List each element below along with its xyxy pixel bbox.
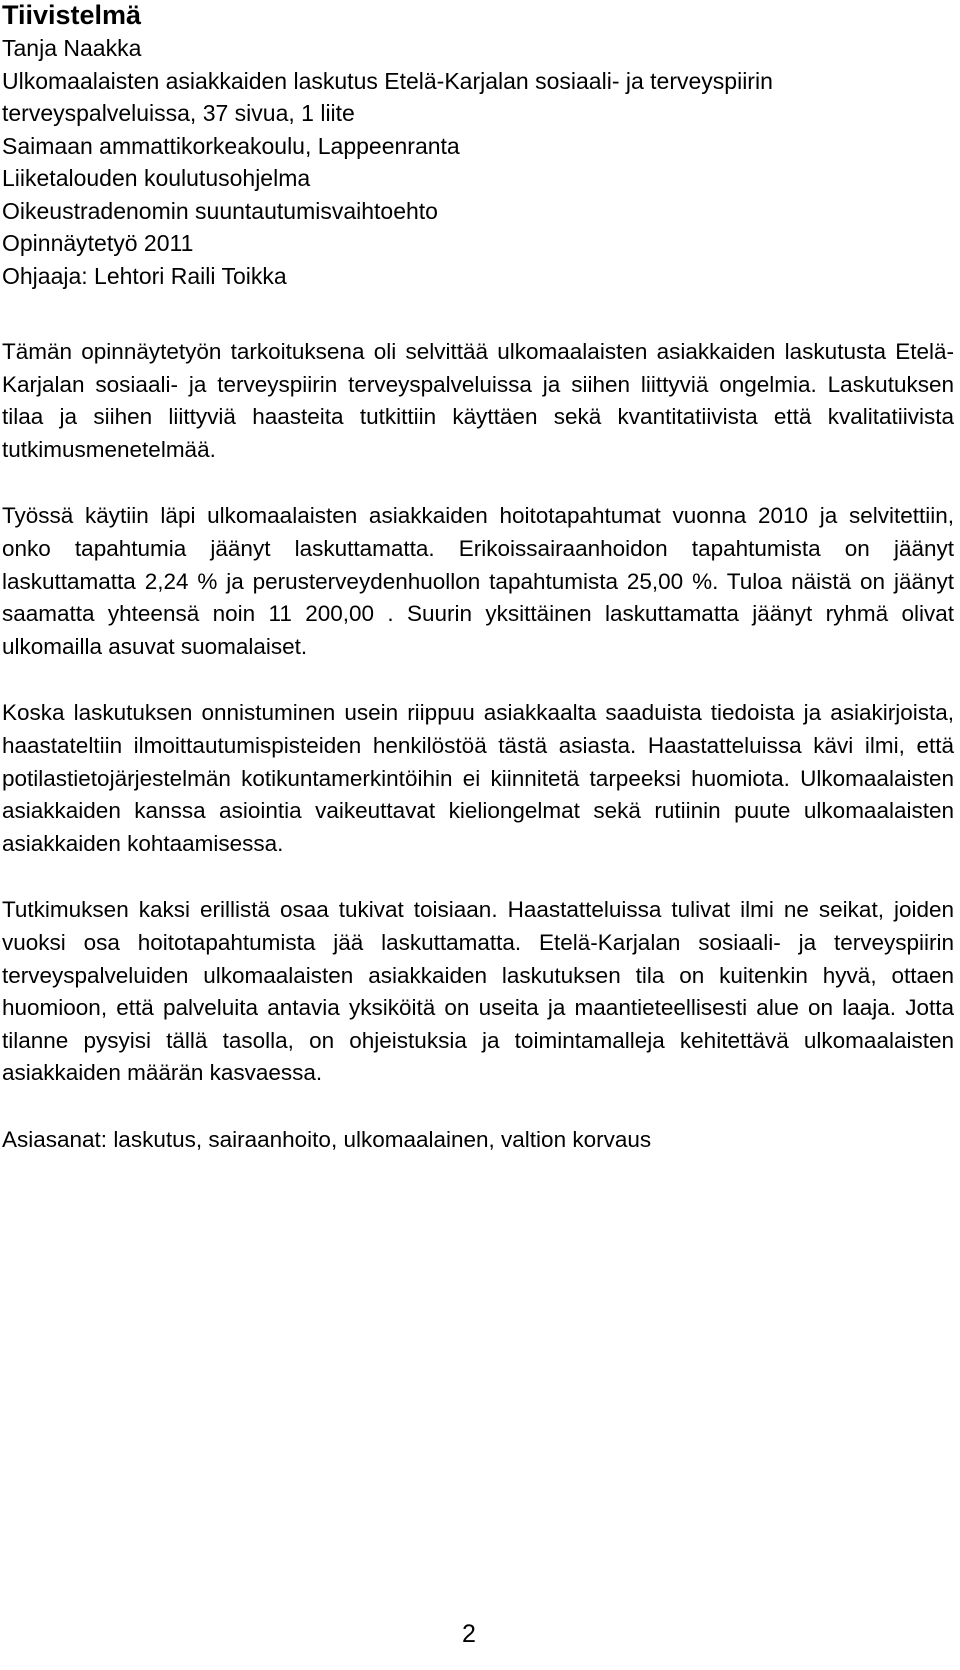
abstract-paragraph-4: Tutkimuksen kaksi erillistä osaa tukivat toisiaan. Haastatteluissa tulivat ilmi ne seikat, joiden vuoksi osa hoitotapahtumista jää laskuttamatta. Etelä-Karjalan sosiaali- ja terveyspiirin terveyspalveluiden ulkomaalaisten asiakkaiden laskutuksen tila on kuitenkin hyvä, ottaen huomioon, että palveluita antavia yksiköitä on useita ja maantieteellisesti alue on laaja. Jotta tilanne pysyisi tällä tasolla, on ohjeistuksia ja toimintamalleja kehitettävä ulkomaalaisten asiakkaiden määrän kasvaessa. — [2, 897, 954, 1086]
keywords: Asiasanat: laskutus, sairaanhoito, ulkomaalainen, valtion korvaus — [2, 1126, 652, 1152]
author-name: Tanja Naakka — [2, 35, 142, 61]
supervisor: Ohjaaja: Lehtori Raili Toikka — [2, 262, 287, 289]
abstract-body — [2, 336, 954, 1090]
thesis-title-line-1: Ulkomaalaisten asiakkaiden laskutus Etelä-Karjalan sosiaali- ja terveyspiirin — [2, 67, 773, 94]
abstract-content — [2, 0, 954, 1156]
page-number: 2 — [462, 1620, 476, 1648]
thesis-metadata — [2, 32, 954, 292]
thesis-title-line-2: terveyspalveluissa, 37 sivua, 1 liite — [2, 100, 355, 126]
abstract-paragraph-2: Työssä käytiin läpi ulkomaalaisten asiakkaiden hoitotapahtumat vuonna 2010 ja selvitettiin, onko tapahtumia jäänyt laskuttamatta. Erikoissairaanhoidon tapahtumista on jäänyt laskuttamatta 2,24 % ja perusterveydenhuollon tapahtumista 25,00 %. Tuloa näistä on jäänyt saamatta yhteensä noin 11 200,00 . Suurin yksittäinen laskuttamatta jäänyt ryhmä olivat ulkomailla asuvat suomalaiset. — [2, 503, 954, 659]
specialisation: Oikeustradenomin suuntautumisvaihtoehto — [2, 197, 438, 224]
degree-programme: Liiketalouden koulutusohjelma — [2, 165, 311, 191]
thesis-year: Opinnäytetyö 2011 — [2, 230, 194, 256]
page-title: Tiivistelmä — [2, 0, 142, 30]
institution: Saimaan ammattikorkeakoulu, Lappeenranta — [2, 132, 460, 159]
abstract-paragraph-3: Koska laskutuksen onnistuminen usein riippuu asiakkaalta saaduista tiedoista ja asiakirjoista, haastateltiin ilmoittautumispisteiden henkilöstöä tästä asiasta. Haastatteluissa kävi ilmi, että potilastietojärjestelmän kotikuntamerkintöihin ei kiinnitetä tarpeeksi huomiota. Ulkomaalaisten asiakkaiden kanssa asiointia vaikeuttavat kieliongelmat sekä rutiinin puute ulkomaalaisten asiakkaiden kohtaamisessa. — [2, 700, 954, 856]
abstract-paragraph-1: Tämän opinnäytetyön tarkoituksena oli selvittää ulkomaalaisten asiakkaiden laskutusta Etelä-Karjalan sosiaali- ja terveyspiirin terveyspalveluissa ja siihen liittyviä ongelmia. Laskutuksen tilaa ja siihen liittyviä haasteita tutkittiin käyttäen sekä kvantitatiivista että kvalitatiivista tutkimusmenetelmää. — [2, 339, 954, 462]
